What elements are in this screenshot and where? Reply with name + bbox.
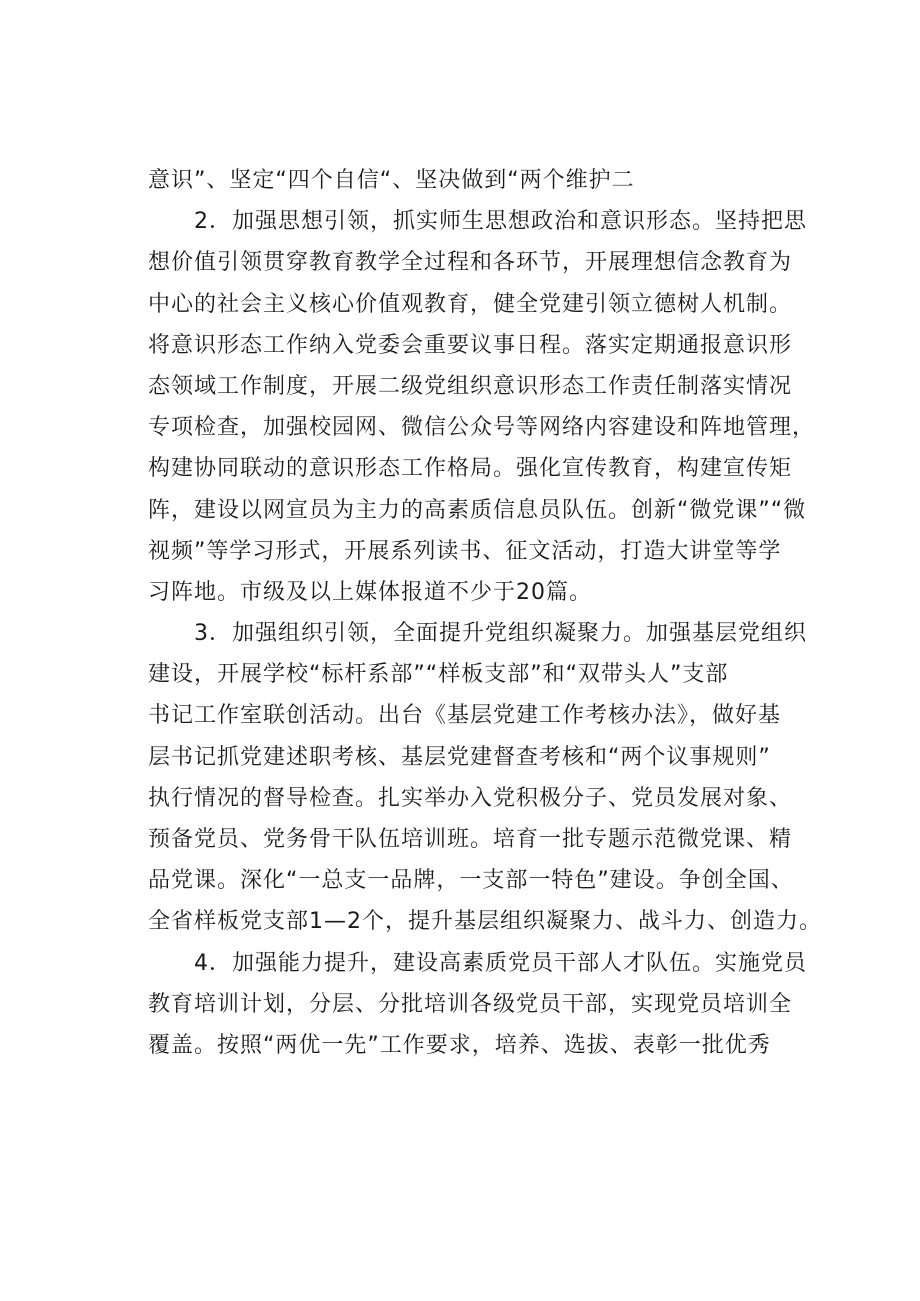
text-line: 习阵地。市级及以上媒体报道不少于20篇。	[148, 579, 592, 605]
text-line: 意识”、坚定“四个自信“、坚决做到“两个维护二	[148, 168, 635, 193]
text-line-content: 4．加强能力提升，建设高素质党员干部人才队伍。实施党员	[194, 950, 807, 976]
text-line: 预备党员、党务骨干队伍培训班。培育一批专题示范微党课、精	[148, 827, 793, 852]
text-line: 建设，开展学校“标杆系部”“样板支部”和“双带头人”支部	[148, 662, 729, 688]
text-line: 中心的社会主义核心价值观教育，健全党建引领立德树人机制。	[148, 291, 793, 317]
text-line-content: 2．加强思想引领，抓实师生思想政治和意识形态。坚持把思	[194, 209, 807, 235]
text-line: 全省样板党支部1—2个，提升基层组织凝聚力、战斗力、创造力。	[148, 909, 822, 935]
text-line: 态领域工作制度，开展二级党组织意识形态工作责任制落实情况	[148, 373, 793, 399]
text-line: 视频”等学习形式，开展系列读书、征文活动，打造大讲堂等学	[148, 538, 782, 564]
text-line: 想价值引领贯穿教育教学全过程和各环节，开展理想信念教育为	[148, 250, 793, 276]
paragraph-4-first-line	[148, 943, 808, 984]
paragraph-2-first-line	[148, 201, 808, 242]
text-line: 层书记抓党建述职考核、基层党建督查考核和“两个议事规则”	[148, 744, 771, 770]
text-line: 将意识形态工作纳入党委会重要议事日程。落实定期通报意识形	[148, 332, 793, 358]
text-line: 执行情况的督导检查。扎实举办入党积极分子、党员发展对象、	[148, 785, 793, 811]
paragraph-3-first-line	[148, 613, 808, 654]
text-line: 教育培训计划，分层、分批培训各级党员干部，实现党员培训全	[148, 991, 793, 1017]
text-line: 书记工作室联创活动。出台《基层党建工作考核办法》，做好基	[148, 703, 782, 729]
text-line: 品党课。深化“一总支一品牌，一支部一特色”建设。争创全国、	[148, 868, 794, 894]
text-line-content: 3．加强组织引领，全面提升党组织凝聚力。加强基层党组织	[194, 621, 807, 647]
text-line: 阵，建设以网宣员为主力的高素质信息员队伍。创新“微党课”“微	[148, 497, 807, 523]
text-line: 构建协同联动的意识形态工作格局。强化宣传教育，构建宣传矩	[148, 456, 793, 482]
document-body	[148, 160, 822, 1066]
text-line: 覆盖。按照“两优一先”工作要求，培养、选拔、表彰一批优秀	[148, 1032, 771, 1058]
text-line: 专项检查，加强校园网、微信公众号等网络内容建设和阵地管理，	[148, 415, 816, 441]
